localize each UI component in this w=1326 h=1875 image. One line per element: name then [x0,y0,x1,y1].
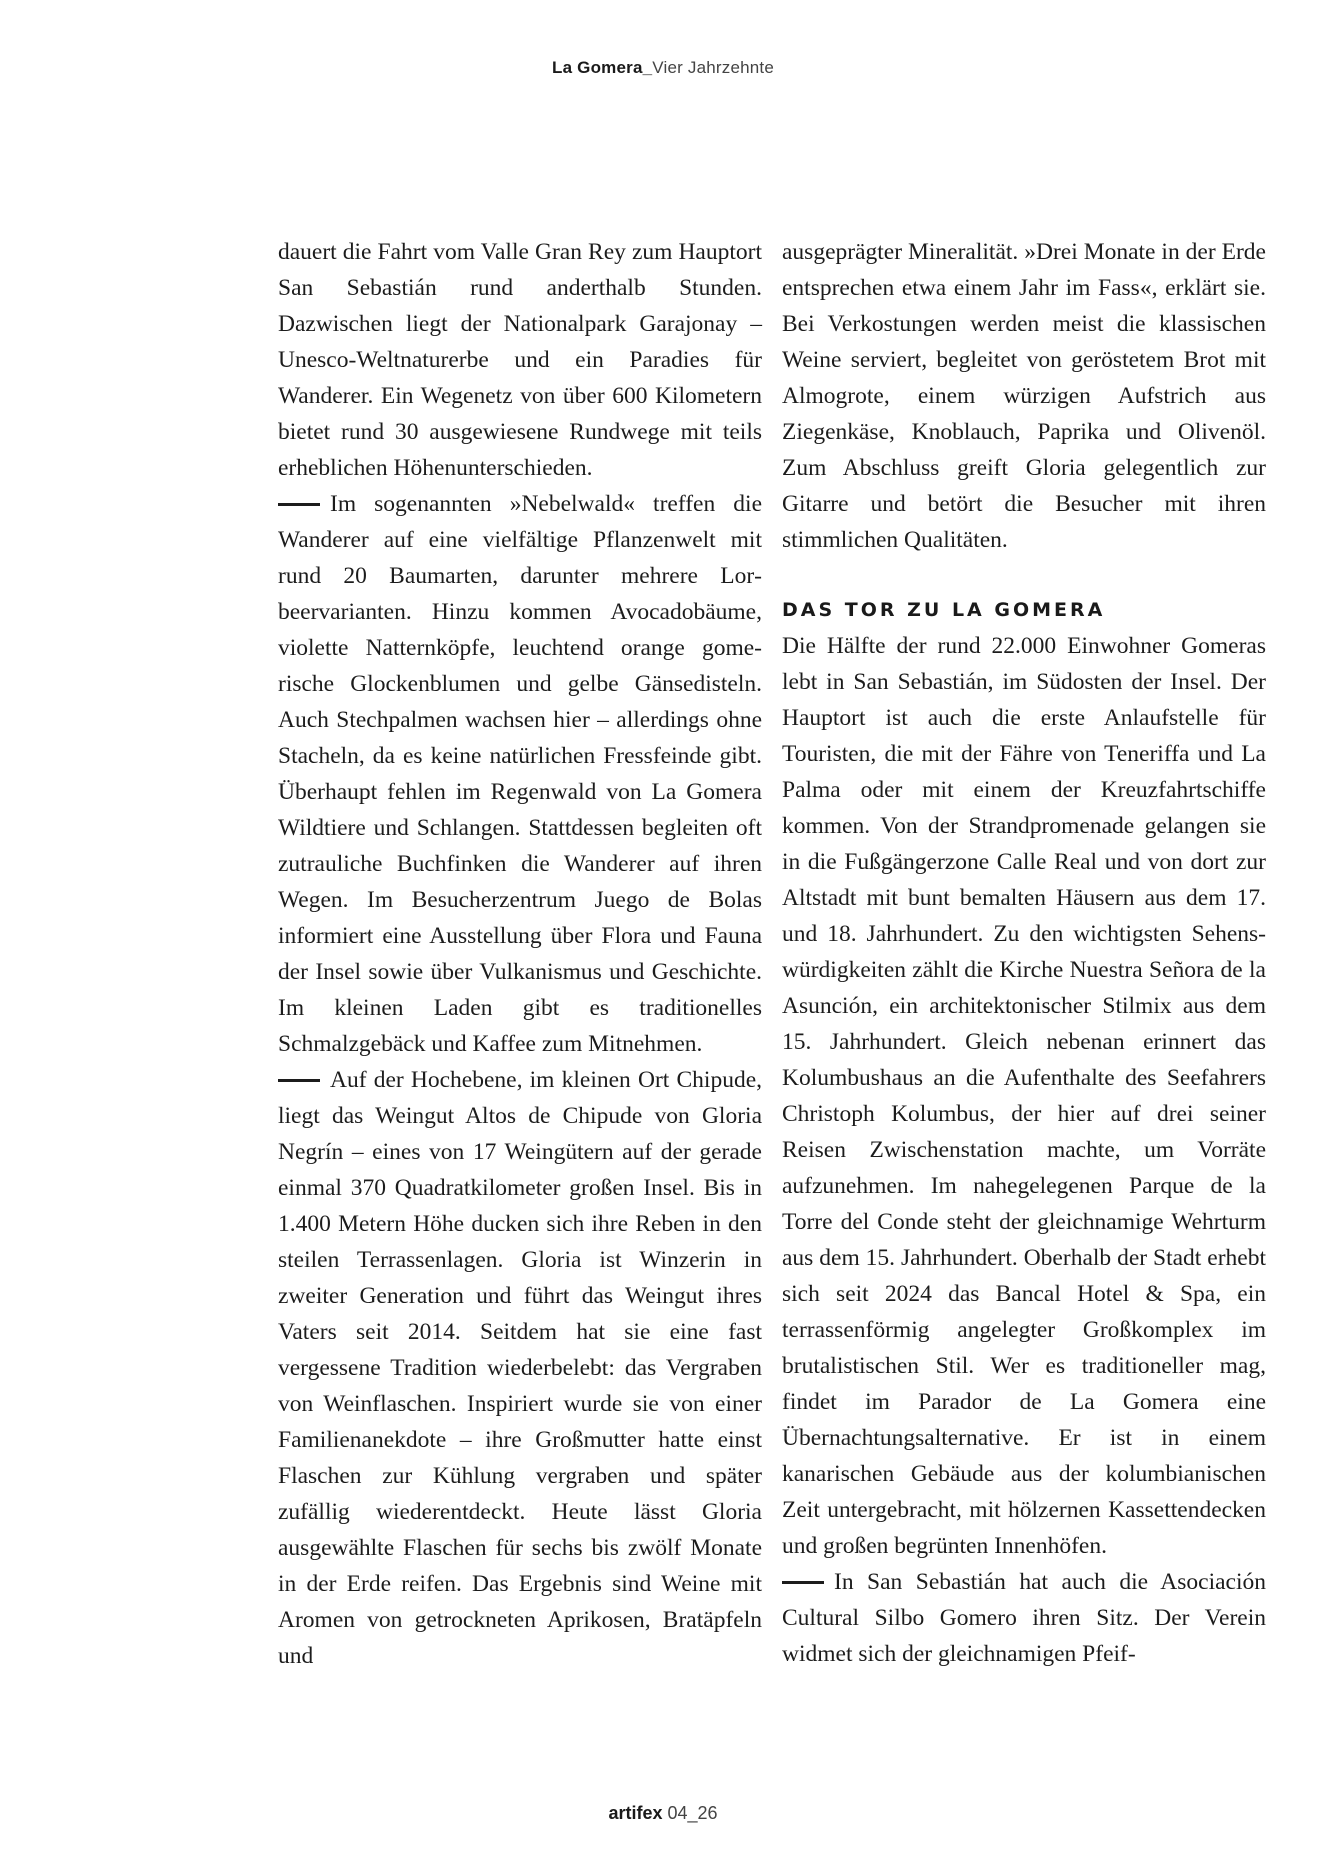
section-title: La Gomera_ [551,58,653,77]
page-folio [0,1803,1326,1824]
right-column [782,234,1266,1672]
paragraph: Im sogenannten »Nebelwald« treffen die Wanderer auf eine vielfältige Pflanzenwelt mit rund 20 Baumarten, darunter mehrere Lorbeervarianten. Hinzu kommen Avocadobäume, violette Natternköpfe, leuchtend orange gomerische Glockenblumen und gelbe Gänsedisteln. Auch Stechpalmen wachsen hier – allerdings ohne Stacheln, da es keine natürlichen Fressfeinde gibt. Überhaupt fehlen im Regenwald von La Gomera Wildtiere und Schlangen. Stattdessen begleiten oft zutrauliche Buchfinken die Wanderer auf ihren Wegen. Im Besucherzentrum Juego de Bolas informiert eine Ausstellung über Flora und Fauna der Insel sowie über Vulkanismus und Geschichte. Im kleinen Laden gibt es traditionelles Schmalzgebäck und Kaffee zum Mitnehmen. [278,486,762,1062]
paragraph: Die Hälfte der rund 22.000 Einwohner Gomeras lebt in San Sebastián, im Südosten der Insel. Der Hauptort ist auch die erste Anlaufstelle für Touristen, die mit der Fähre von Teneriffa und La Palma oder mit einem der Kreuzfahrtschiffe kommen. Von der Strandpromenade gelangen sie in die Fußgängerzone Calle Real und von dort zur Altstadt mit bunt bemalten Häusern aus dem 17. und 18. Jahrhundert. Zu den wichtigsten Sehenswürdigkeiten zählt die Kirche Nuestra Señora de la Asunción, ein architektonischer Stilmix aus dem 15. Jahrhundert. Gleich nebenan erinnert das Kolumbushaus an die Aufenthalte des Seefahrers Christoph Kolumbus, der hier auf drei seiner Reisen Zwischenstation machte, um Vorräte aufzunehmen. Im nahegelegenen Parque de la Torre del Conde steht der gleichnamige Wehrturm aus dem 15. Jahrhundert. Oberhalb der Stadt erhebt sich seit 2024 das Bancal Hotel & Spa, ein terrassenförmig angelegter Großkomplex im brutalistischen Stil. Wer es traditioneller mag, findet im Parador de La Gomera eine Übernachtungsalternative. Er ist in einem kanarischen Gebäude aus der kolumbianischen Zeit untergebracht, mit hölzernen Kassettendecken und großen begrünten Innenhöfen. [782,633,1266,1559]
issue-number: 04_26 [667,1803,718,1823]
paragraph: dauert die Fahrt vom Valle Gran Rey zum Hauptort San Sebastián rund anderthalb Stunden. Dazwischen liegt der Nationalpark Garajonay – Unesco-Weltnaturerbe und ein Paradies für Wanderer. Ein Wegenetz von über 600 Kilometern bietet rund 30 ausgewiesene Rundwege mit teils erheblichen Höhenunterschieden. [278,239,762,481]
paragraph: Auf der Hochebene, im kleinen Ort Chipude, liegt das Weingut Altos de Chipude von Gloria Negrín – eines von 17 Weingütern auf der gerade einmal 370 Quadratkilometer großen Insel. Bis in 1.400 Metern Höhe ducken sich ihre Reben in den steilen Terrassenlagen. Gloria ist Winzerin in zweiter Generation und führt das Weingut ihres Vaters seit 2014. Seitdem hat sie eine fast vergessene Tradition wiederbelebt: das Vergraben von Weinflaschen. Inspiriert wurde sie von einer Familienanekdote – ihre Großmutter hatte einst Flaschen zur Kühlung vergraben und später zufällig wiederentdeckt. Heute lässt Gloria ausgewählte Flaschen für sechs bis zwölf Monate in der Erde reifen. Das Ergebnis sind Weine mit Aromen von getrockneten Aprikosen, Bratäpfeln und [278,1062,762,1674]
section-subtitle: Vier Jahrzehnte [652,58,775,77]
paragraph: ausgeprägter Mineralität. »Drei Monate in der Erde entsprechen etwa einem Jahr im Fass«, erklärt sie. Bei Verkostungen werden meist die klassischen Weine serviert, begleitet von geröstetem Brot mit Almogrote, einem würzigen Aufstrich aus Ziegenkäse, Knoblauch, Paprika und Olivenöl. Zum Abschluss greift Gloria gelegentlich zur Gitarre und betört die Besucher mit ihren stimmlichen Qualitäten. [782,239,1266,553]
magazine-name: artifex [608,1803,663,1823]
left-column [278,234,762,1674]
paragraph: In San Sebastián hat auch die Asociación Cultural Silbo Gomero ihren Sitz. Der Verein widmet sich der gleichnamigen Pfeif- [782,1564,1266,1672]
running-head [0,58,1326,78]
section-heading: DAS TOR ZU LA GOMERA [782,599,1106,621]
